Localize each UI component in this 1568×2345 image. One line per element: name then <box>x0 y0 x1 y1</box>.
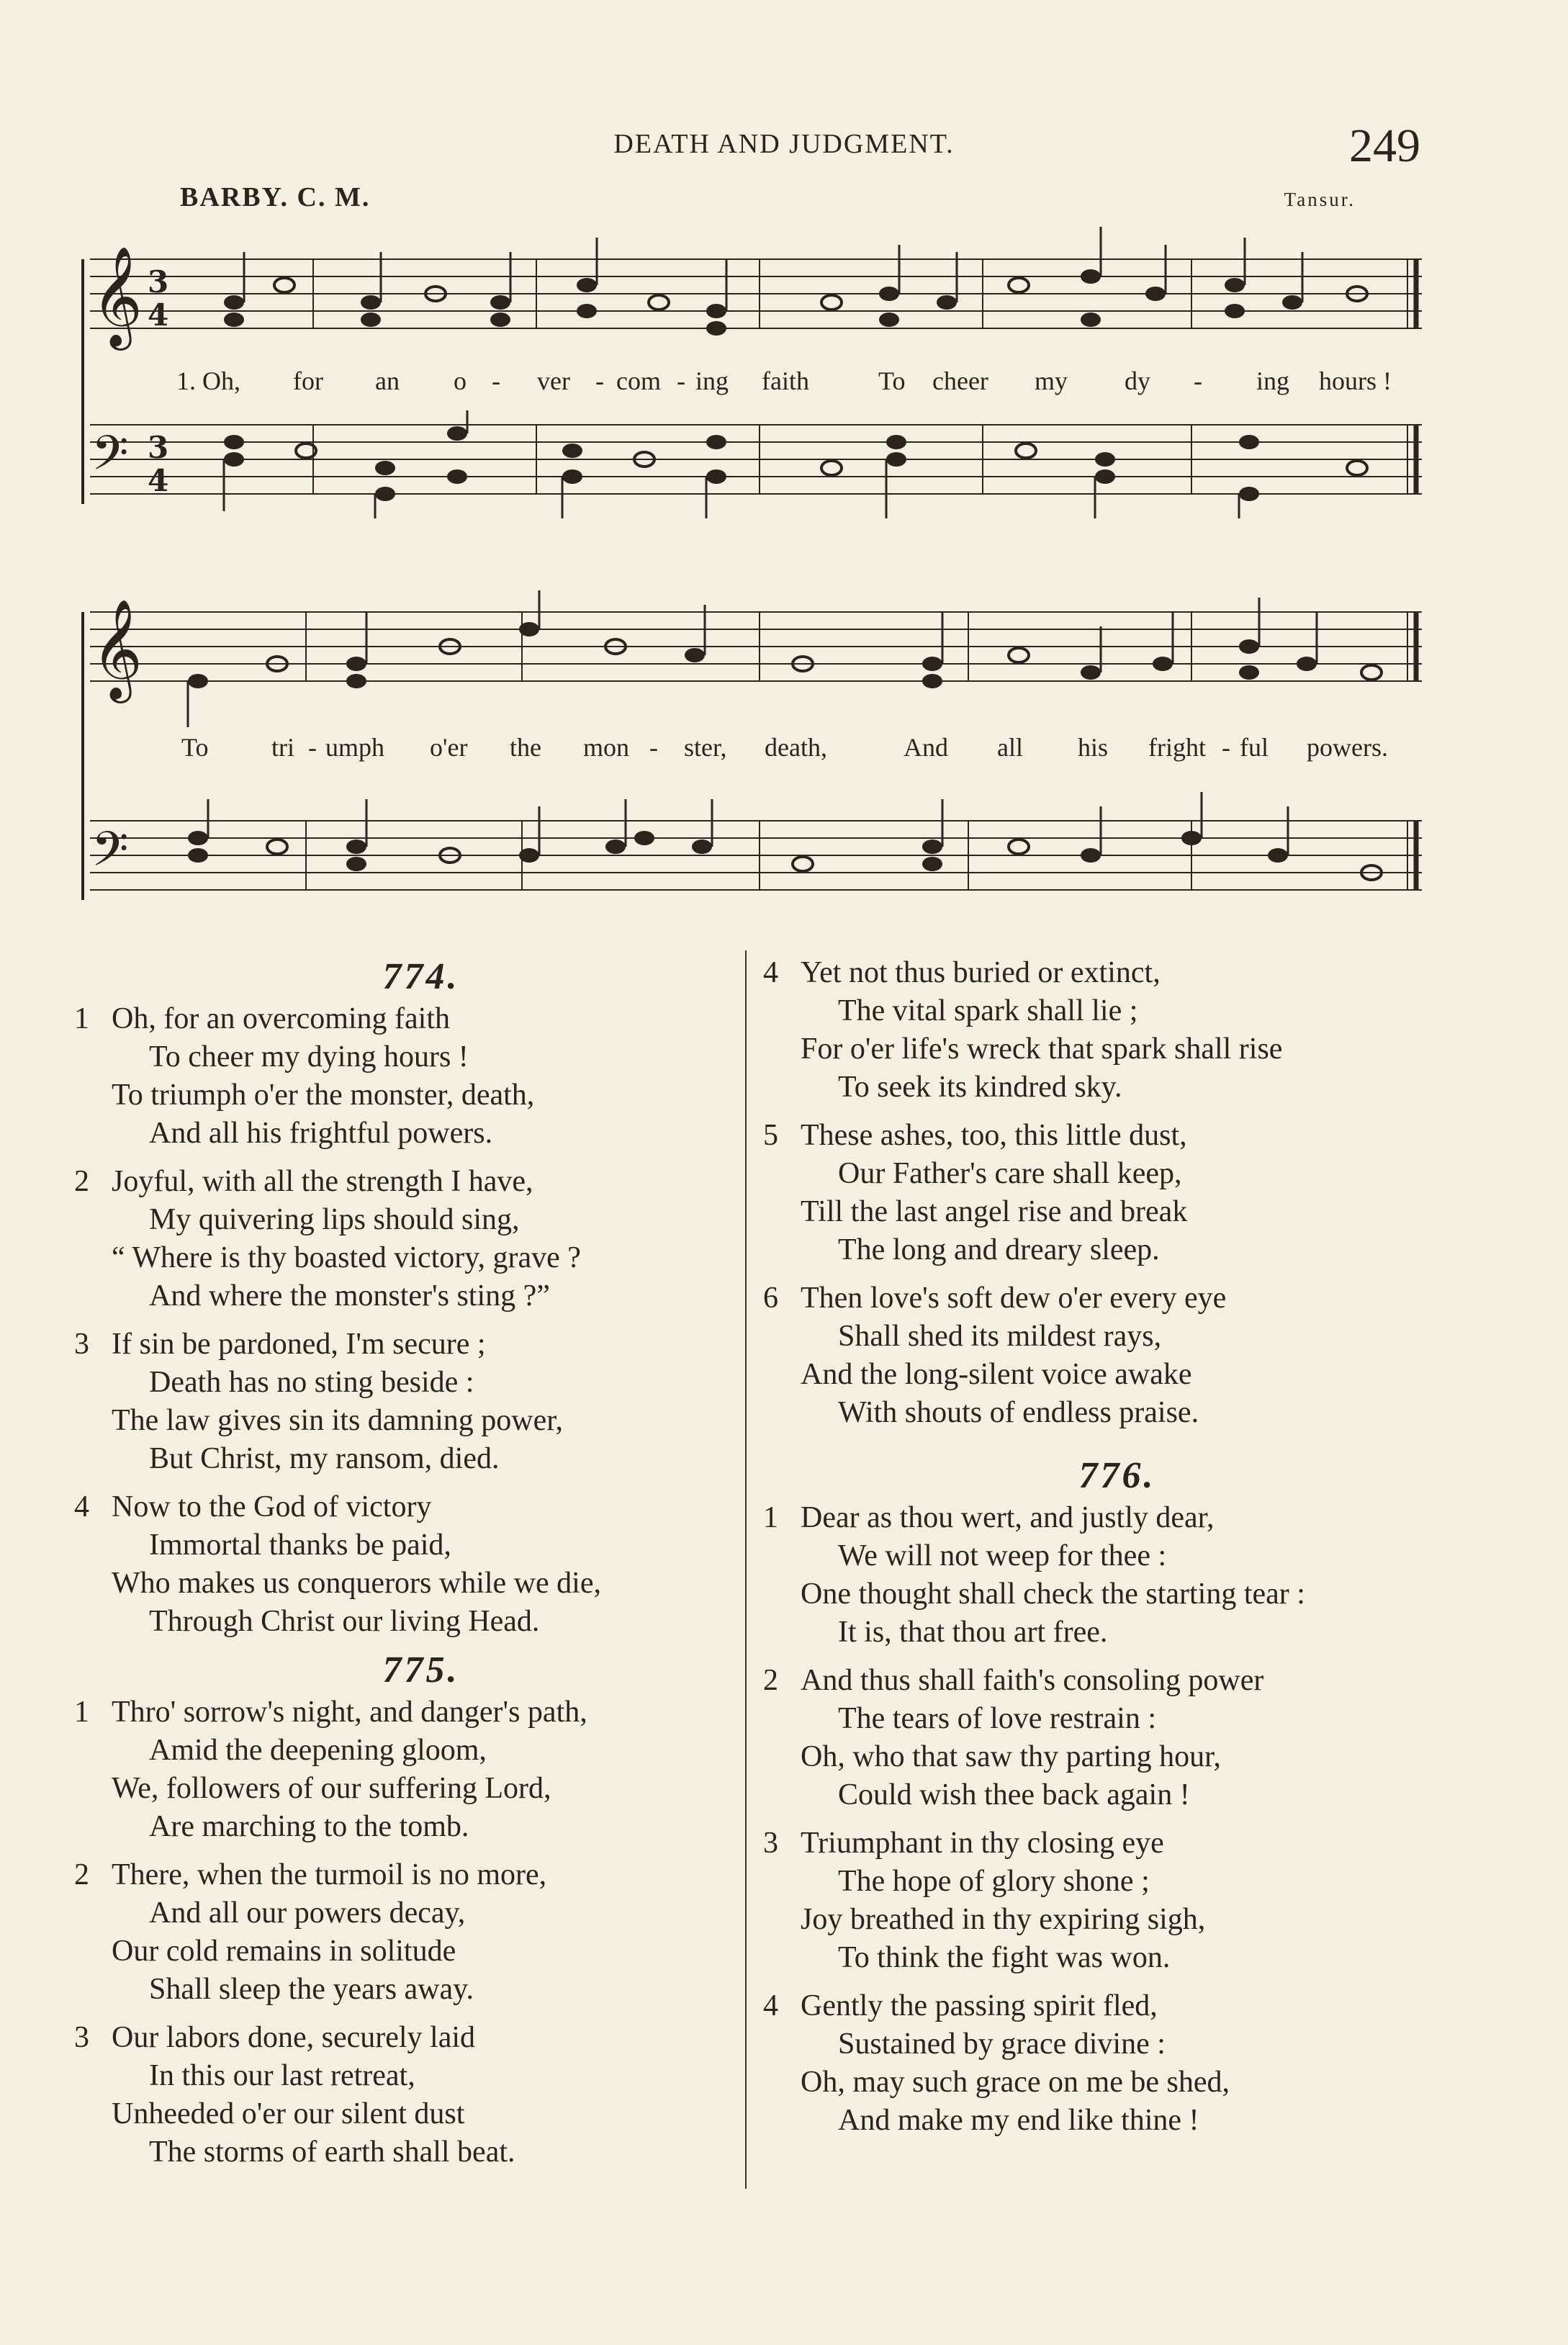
verse-line: Our cold remains in solitude <box>112 1935 456 1968</box>
syllable: fright <box>1148 733 1206 762</box>
syllable: - <box>1194 366 1202 395</box>
verse-line: Joy breathed in thy expiring sigh, <box>801 1903 1206 1936</box>
verse <box>763 1117 1434 1269</box>
verse-line: Oh, who that saw thy parting hour, <box>801 1740 1221 1773</box>
verse-line: Joyful, with all the strength I have, <box>112 1165 533 1198</box>
verse-number: 2 <box>763 1664 778 1697</box>
verse-line: Shall sleep the years away. <box>149 1973 474 2006</box>
verse-line: Triumphant in thy closing eye <box>801 1827 1164 1860</box>
verse-line: Immortal thanks be paid, <box>149 1529 451 1562</box>
syllable: And <box>904 733 948 762</box>
verse-line: And where the monster's sting ?” <box>149 1279 550 1313</box>
hymn-number: 775. <box>382 1649 460 1691</box>
verse-line: Till the last angel rise and break <box>801 1195 1188 1228</box>
page-number: 249 <box>1349 120 1420 172</box>
verse-number: 4 <box>763 1989 778 2022</box>
syllable: ing <box>1256 366 1290 395</box>
syllable: cheer <box>932 366 988 395</box>
verse <box>763 1499 1434 1652</box>
verse-number: 1 <box>74 1696 89 1729</box>
syllable: the <box>510 733 541 762</box>
verse-line: And all his frightful powers. <box>149 1117 493 1150</box>
verse-number: 1 <box>763 1501 778 1534</box>
syllable: o'er <box>430 733 468 762</box>
syllable: for <box>293 366 323 395</box>
syllable: an <box>375 366 400 395</box>
verse-number: 4 <box>763 956 778 989</box>
hymn-number: 776. <box>1078 1455 1156 1496</box>
verse-line: Who makes us conquerors while we die, <box>112 1567 601 1600</box>
composer-name: Tansur. <box>1284 189 1356 210</box>
verse <box>763 1824 1434 1977</box>
column-divider <box>745 950 747 2189</box>
verse-line: In this our last retreat, <box>149 2059 415 2092</box>
verse-line: The tears of love restrain : <box>838 1702 1156 1735</box>
svg-text:𝄢: 𝄢 <box>91 822 129 888</box>
verse-line: The law gives sin its damning power, <box>112 1404 564 1437</box>
verse-line: Oh, for an overcoming faith <box>112 1002 451 1035</box>
verse <box>763 1662 1434 1814</box>
syllable: - <box>308 733 317 762</box>
syllable: - <box>1222 733 1230 762</box>
syllable: his <box>1078 733 1109 762</box>
syllable: - <box>677 366 685 395</box>
verse-number: 2 <box>74 1165 89 1198</box>
syllable: o <box>454 366 467 395</box>
verse <box>74 1488 731 1641</box>
left-column <box>74 956 731 2182</box>
verse-line: Through Christ our living Head. <box>149 1605 540 1638</box>
syllable: ver <box>537 366 570 395</box>
svg-text:4: 4 <box>148 297 169 333</box>
syllable: ster, <box>684 733 727 762</box>
verse-line: Amid the deepening gloom, <box>149 1734 487 1767</box>
verse-line: One thought shall check the starting tear : <box>801 1577 1305 1611</box>
verse-line: If sin be pardoned, I'm secure ; <box>112 1328 486 1361</box>
tune-name: BARBY. C. M. <box>180 182 371 212</box>
syllable: powers. <box>1307 733 1388 762</box>
syllable: mon <box>583 733 630 762</box>
verse-number: 1 <box>74 1002 89 1035</box>
verse-line: Are marching to the tomb. <box>149 1810 469 1843</box>
verse-line: The long and dreary sleep. <box>838 1233 1160 1266</box>
verse-line: Oh, may such grace on me be shed, <box>801 2066 1230 2099</box>
syllable: tri <box>271 733 294 762</box>
verse <box>763 954 1434 1107</box>
syllable: To <box>878 366 906 395</box>
syllable: com <box>616 366 661 395</box>
verse <box>74 1693 731 1846</box>
verse-number: 2 <box>74 1858 89 1891</box>
svg-text:3: 3 <box>148 264 169 300</box>
syllable: 1. Oh, <box>176 366 240 395</box>
verse-line: There, when the turmoil is no more, <box>112 1858 547 1891</box>
verse-line: Unheeded o'er our silent dust <box>112 2097 465 2130</box>
verse-number: 3 <box>74 1328 89 1361</box>
verse-line: To triumph o'er the monster, death, <box>112 1079 535 1112</box>
verse-line: It is, that thou art free. <box>838 1616 1108 1649</box>
verse-number: 3 <box>763 1827 778 1860</box>
verse-line: Our labors done, securely laid <box>112 2021 476 2054</box>
verse-line: But Christ, my ransom, died. <box>149 1442 500 1475</box>
verse-line: And make my end like thine ! <box>838 2104 1199 2137</box>
svg-text:3: 3 <box>148 430 169 465</box>
verse-line: To cheer my dying hours ! <box>149 1040 469 1074</box>
verse-line: We, followers of our suffering Lord, <box>112 1772 551 1805</box>
syllable: umph <box>325 733 385 762</box>
verse-line: Could wish thee back again ! <box>838 1778 1190 1811</box>
verse-line: Death has no sting beside : <box>149 1366 474 1399</box>
verse-line: To think the fight was won. <box>838 1941 1171 1974</box>
syllable: - <box>492 366 500 395</box>
syllable: death, <box>765 733 827 762</box>
verse-number: 5 <box>763 1119 778 1152</box>
verse <box>763 1279 1434 1432</box>
syllable: ful <box>1240 733 1269 762</box>
verse-line: The vital spark shall lie ; <box>838 994 1138 1027</box>
verse-line: Yet not thus buried or extinct, <box>801 956 1161 989</box>
verse-line: “ Where is thy boasted victory, grave ? <box>112 1241 581 1274</box>
verse-line: Thro' sorrow's night, and danger's path, <box>112 1696 587 1729</box>
svg-text:𝄞: 𝄞 <box>91 246 143 346</box>
hymn-number: 774. <box>382 956 460 997</box>
syllable: my <box>1035 366 1068 395</box>
verse <box>74 1163 731 1315</box>
lyrics-line-1 <box>0 366 1568 402</box>
running-head: DEATH AND JUDGMENT. <box>613 129 955 159</box>
verse-line: To seek its kindred sky. <box>838 1071 1122 1104</box>
syllable: ing <box>695 366 729 395</box>
right-column <box>763 954 1434 2150</box>
verse-line: Dear as thou wert, and justly dear, <box>801 1501 1215 1534</box>
verse-line: Shall shed its mildest rays, <box>838 1320 1162 1353</box>
verse-line: And the long-silent voice awake <box>801 1358 1192 1391</box>
verse-number: 3 <box>74 2021 89 2054</box>
syllable: - <box>595 366 604 395</box>
verse <box>74 1856 731 2009</box>
syllable: all <box>997 733 1023 762</box>
verse <box>74 2019 731 2171</box>
verse-line: These ashes, too, this little dust, <box>801 1119 1187 1152</box>
verse <box>74 1000 731 1153</box>
verse-line: Gently the passing spirit fled, <box>801 1989 1158 2022</box>
verse-line: With shouts of endless praise. <box>838 1396 1199 1429</box>
verse-line: And thus shall faith's consoling power <box>801 1664 1264 1697</box>
syllable: - <box>649 733 658 762</box>
syllable: faith <box>762 366 809 395</box>
verse-number: 6 <box>763 1282 778 1315</box>
syllable: To <box>181 733 209 762</box>
verse-line: My quivering lips should sing, <box>149 1203 520 1236</box>
lyrics-line-2 <box>0 732 1568 768</box>
syllable: dy <box>1125 366 1150 395</box>
svg-text:𝄞: 𝄞 <box>91 599 143 699</box>
verse-line: The hope of glory shone ; <box>838 1865 1150 1898</box>
verse-line: We will not weep for thee : <box>838 1539 1167 1572</box>
verse-line: And all our powers decay, <box>149 1896 466 1930</box>
verse-line: The storms of earth shall beat. <box>149 2135 515 2169</box>
syllable: hours ! <box>1319 366 1392 395</box>
verse-line: Now to the God of victory <box>112 1490 432 1523</box>
verse <box>763 1987 1434 2140</box>
verse-line: For o'er life's wreck that spark shall rise <box>801 1032 1283 1066</box>
svg-text:𝄢: 𝄢 <box>91 426 129 492</box>
verse-line: Our Father's care shall keep, <box>838 1157 1182 1190</box>
svg-text:4: 4 <box>148 463 169 498</box>
verse-number: 4 <box>74 1490 89 1523</box>
verse-line: Then love's soft dew o'er every eye <box>801 1282 1227 1315</box>
verse <box>74 1325 731 1478</box>
verse-line: Sustained by grace divine : <box>838 2027 1166 2061</box>
